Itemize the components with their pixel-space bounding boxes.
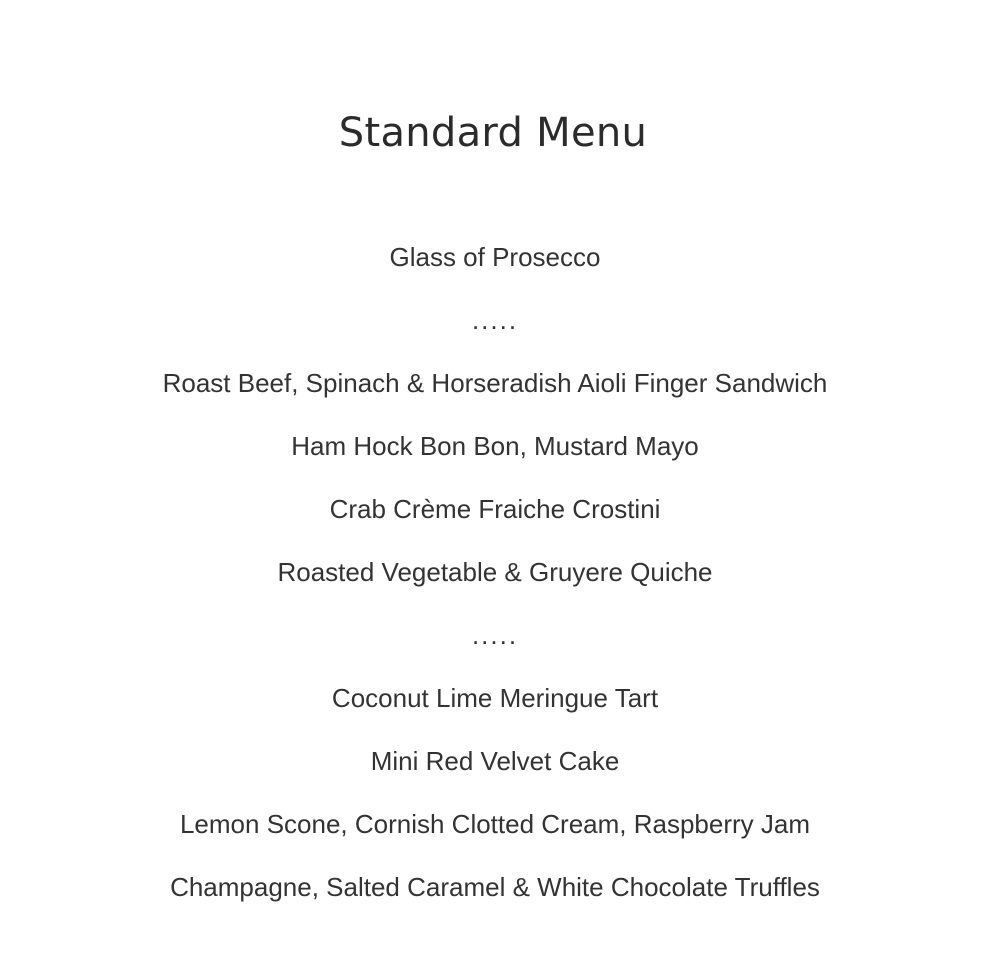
menu-item: Glass of Prosecco xyxy=(389,242,601,272)
menu-item: Roasted Vegetable & Gruyere Quiche xyxy=(277,557,713,587)
menu-item: Ham Hock Bon Bon, Mustard Mayo xyxy=(291,431,699,461)
menu-item: Mini Red Velvet Cake xyxy=(370,746,620,776)
menu-item: Coconut Lime Meringue Tart xyxy=(331,683,659,713)
course-separator: ..... xyxy=(471,620,519,650)
menu-item: Champagne, Salted Caramel & White Chocolate Truffles xyxy=(170,872,820,902)
menu-list xyxy=(0,238,990,931)
menu-item: Lemon Scone, Cornish Clotted Cream, Raspberry Jam xyxy=(179,809,811,839)
menu-title: Standard Menu xyxy=(338,110,648,156)
menu-item: Roast Beef, Spinach & Horseradish Aioli Finger Sandwich xyxy=(162,368,828,398)
menu-item: Crab Crème Fraiche Crostini xyxy=(329,494,661,524)
course-separator: ..... xyxy=(471,305,519,335)
